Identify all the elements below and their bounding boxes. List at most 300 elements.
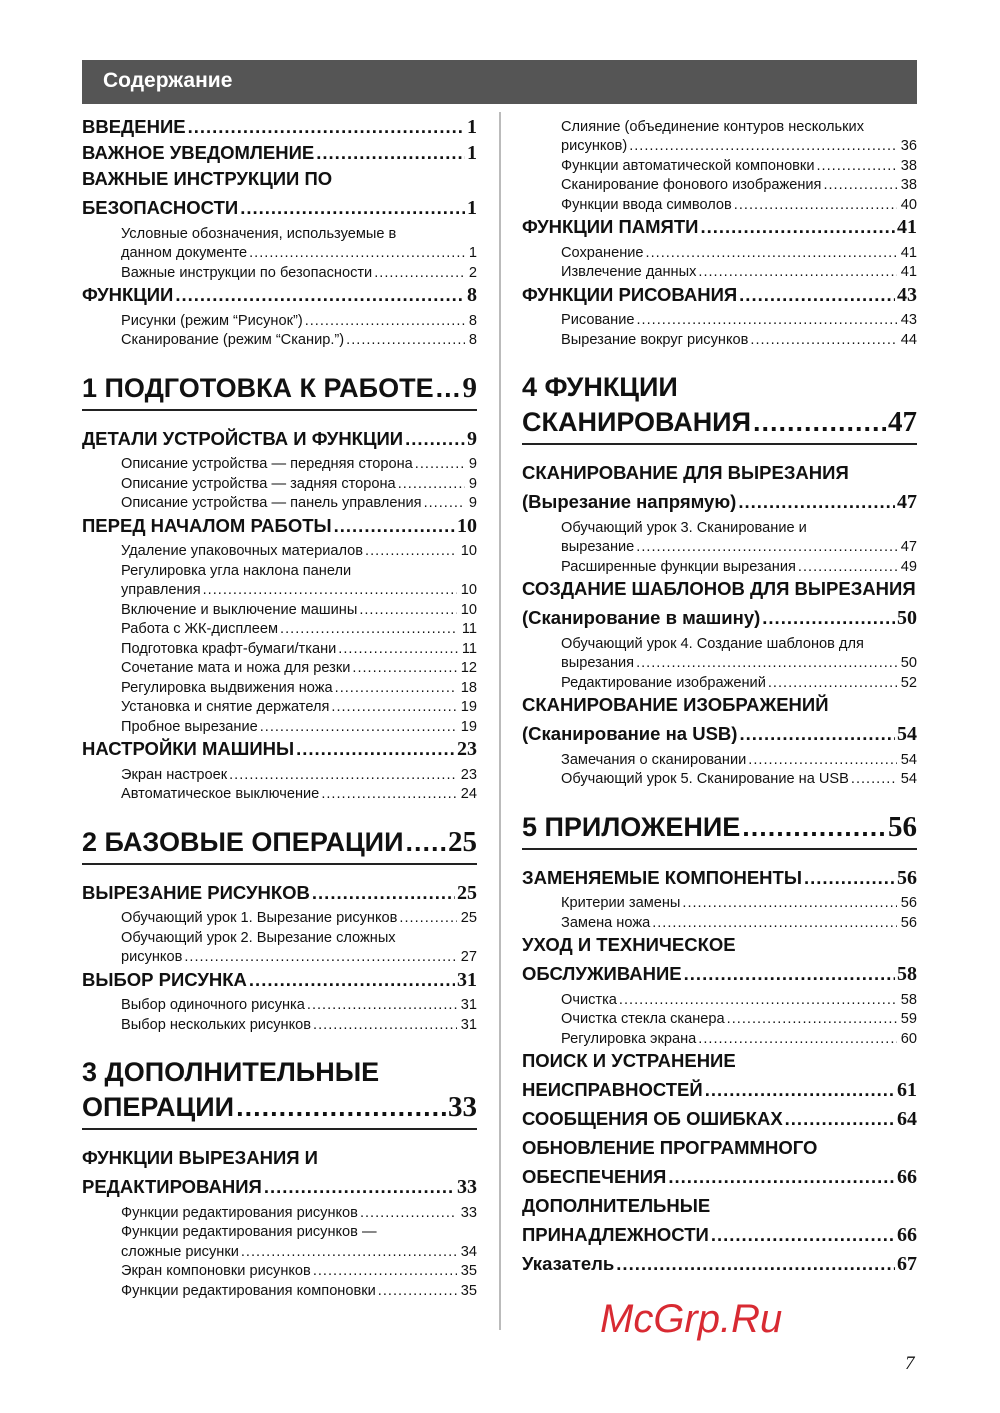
toc-subentry-line xyxy=(121,1204,477,1224)
toc-subentry-page: 27 xyxy=(460,949,477,965)
toc-section-line xyxy=(82,138,477,167)
toc-section[interactable] xyxy=(522,574,917,632)
dot-leader xyxy=(240,193,465,222)
toc-section-page: 33 xyxy=(457,1176,477,1198)
toc-subentry-line xyxy=(561,538,917,558)
toc-section[interactable] xyxy=(522,1046,917,1104)
column-divider xyxy=(499,112,501,1330)
toc-subentry-text: Удаление упаковочных материалов xyxy=(121,543,364,559)
dot-leader xyxy=(785,1104,895,1133)
toc-subentry-line xyxy=(121,1243,477,1263)
toc-section[interactable] xyxy=(82,878,477,907)
toc-chapter-page: 33 xyxy=(448,1091,477,1123)
toc-subentry[interactable] xyxy=(121,475,477,495)
toc-subentry[interactable] xyxy=(561,1010,917,1030)
dot-leader xyxy=(762,603,895,632)
toc-subentry-page: 54 xyxy=(900,771,917,787)
dot-leader xyxy=(636,654,897,674)
toc-subentry-line xyxy=(121,455,477,475)
toc-chapter-line xyxy=(82,371,477,406)
toc-section[interactable] xyxy=(522,280,917,309)
toc-section-line xyxy=(82,112,477,141)
toc-subentry-page: 10 xyxy=(460,543,477,559)
toc-subentry-line xyxy=(121,312,477,332)
toc-section[interactable] xyxy=(522,1191,917,1249)
toc-section[interactable] xyxy=(82,1143,477,1201)
toc-subentry[interactable] xyxy=(561,770,917,790)
toc-section-line xyxy=(522,1220,917,1249)
toc-section-text: ОБНОВЛЕНИЕ ПРОГРАММНОГО xyxy=(522,1137,818,1158)
toc-subentry-text: Экран компоновки рисунков xyxy=(121,1263,311,1279)
toc-subentry-page: 23 xyxy=(460,766,477,783)
page-number: 7 xyxy=(905,1353,915,1374)
toc-subentry-page: 60 xyxy=(900,1030,917,1047)
toc-subentry[interactable] xyxy=(121,620,477,640)
dot-leader xyxy=(405,825,446,860)
toc-subentry-line xyxy=(561,1010,917,1030)
toc-subentry-text: Слияние (объединение контуров нескольких xyxy=(561,118,864,135)
toc-section-page: 1 xyxy=(467,142,477,164)
toc-section-line xyxy=(522,1104,917,1133)
toc-subentry[interactable] xyxy=(561,157,917,177)
toc-chapter-line xyxy=(82,1055,477,1090)
toc-subentry[interactable] xyxy=(121,996,477,1016)
toc-chapter-text: СКАНИРОВАНИЯ xyxy=(522,407,751,437)
toc-subentry-page: 19 xyxy=(460,699,477,715)
toc-section-page: 50 xyxy=(897,607,917,629)
toc-section-line xyxy=(522,487,917,516)
dot-leader xyxy=(313,1262,457,1282)
toc-subentry-text: Критерии замены xyxy=(561,895,681,911)
toc-subentry-page: 56 xyxy=(900,895,917,911)
toc-subsection-group xyxy=(522,635,917,694)
toc-subentry-page: 2 xyxy=(468,264,477,281)
toc-section[interactable] xyxy=(82,138,477,167)
toc-section-line xyxy=(522,212,917,241)
toc-left-column xyxy=(82,112,477,1301)
toc-section-text: СОЗДАНИЕ ШАБЛОНОВ ДЛЯ ВЫРЕЗАНИЯ xyxy=(522,578,916,599)
toc-subentry[interactable] xyxy=(121,1262,477,1282)
toc-subsection-group xyxy=(522,118,917,216)
toc-subentry-page: 8 xyxy=(468,312,477,329)
dot-leader xyxy=(668,1162,895,1191)
toc-subsection-group xyxy=(82,909,477,968)
toc-subentry-line xyxy=(121,331,477,351)
toc-subentry[interactable] xyxy=(121,659,477,679)
toc-section-text: (Вырезание напрямую) xyxy=(522,491,737,512)
toc-section-text: ФУНКЦИИ ВЫРЕЗАНИЯ И xyxy=(82,1147,318,1168)
toc-section-page: 67 xyxy=(897,1253,917,1275)
toc-section-line xyxy=(522,959,917,988)
toc-chapter[interactable] xyxy=(82,1055,477,1130)
toc-subentry-page: 54 xyxy=(900,751,917,768)
toc-subentry[interactable] xyxy=(561,244,917,264)
toc-subentry-line xyxy=(121,679,477,699)
toc-section[interactable] xyxy=(82,280,477,309)
dot-leader xyxy=(816,157,896,177)
toc-subentry-page: 59 xyxy=(900,1011,917,1027)
dot-leader xyxy=(711,1220,895,1249)
toc-subentry-line xyxy=(121,601,477,621)
toc-subentry-text: Автоматическое выключение xyxy=(121,786,320,802)
toc-section-line xyxy=(522,1046,917,1075)
toc-subentry-text: Важные инструкции по безопасности xyxy=(121,264,373,281)
toc-subentry-page: 18 xyxy=(460,679,477,696)
toc-subentry-line xyxy=(561,176,917,196)
toc-subentry-page: 11 xyxy=(461,621,477,637)
toc-subentry-text: рисунков xyxy=(121,949,183,965)
toc-section-text: БЕЗОПАСНОСТИ xyxy=(82,197,239,218)
toc-subsection-group xyxy=(82,996,477,1035)
toc-section[interactable] xyxy=(82,112,477,141)
dot-leader xyxy=(436,371,461,406)
toc-subentry-text: Регулировка экрана xyxy=(561,1030,697,1047)
toc-subentry-page: 41 xyxy=(900,264,917,280)
toc-subentry-text: Пробное вырезание xyxy=(121,718,258,735)
toc-subentry-text: Описание устройства — панель управления xyxy=(121,495,422,511)
toc-subentry-page: 34 xyxy=(460,1243,477,1260)
toc-subentry-text: Обучающий урок 5. Сканирование на USB xyxy=(561,771,849,787)
toc-section-line xyxy=(82,280,477,309)
toc-subentry-text: Регулировка выдвижения ножа xyxy=(121,679,333,696)
toc-section-text: (Сканирование в машину) xyxy=(522,607,761,628)
toc-subentry-line xyxy=(121,620,477,640)
toc-chapter-page: 56 xyxy=(888,810,917,843)
toc-section-text: ФУНКЦИИ ПАМЯТИ xyxy=(522,216,699,237)
dot-leader xyxy=(331,698,456,718)
toc-subentry-page: 38 xyxy=(900,177,917,193)
toc-subsection-group xyxy=(522,244,917,283)
toc-section-line xyxy=(82,424,477,453)
toc-section[interactable] xyxy=(82,424,477,453)
toc-section[interactable] xyxy=(522,212,917,241)
toc-subsection-group xyxy=(522,519,917,578)
toc-subentry[interactable] xyxy=(121,1282,477,1302)
toc-subentry-line xyxy=(121,659,477,679)
toc-subentry[interactable] xyxy=(121,766,477,786)
dot-leader xyxy=(753,405,886,440)
dot-leader xyxy=(264,1172,455,1201)
toc-section-line xyxy=(522,458,917,487)
toc-chapter-text: 1 ПОДГОТОВКА К РАБОТЕ xyxy=(82,372,434,403)
toc-subentry[interactable] xyxy=(121,909,477,929)
toc-subentry[interactable] xyxy=(561,331,917,351)
toc-subsection-group xyxy=(522,894,917,933)
dot-leader xyxy=(296,734,455,763)
dot-leader xyxy=(616,1249,895,1278)
dot-leader xyxy=(851,770,897,790)
toc-subentry[interactable] xyxy=(121,1223,477,1262)
toc-subentry-line xyxy=(121,244,477,264)
dot-leader xyxy=(739,280,895,309)
toc-section-text: ДЕТАЛИ УСТРОЙСТВА И ФУНКЦИИ xyxy=(82,427,404,449)
toc-section-page: 41 xyxy=(897,216,917,238)
toc-subsection-group xyxy=(82,225,477,284)
dot-leader xyxy=(335,679,457,699)
toc-section[interactable] xyxy=(522,930,917,988)
toc-subentry-text: Функции ввода символов xyxy=(561,196,732,213)
toc-subentry-text: Сканирование фонового изображения xyxy=(561,177,822,193)
toc-subentry[interactable] xyxy=(121,698,477,718)
toc-section-page: 9 xyxy=(467,427,477,450)
toc-chapter-text: 3 ДОПОЛНИТЕЛЬНЫЕ xyxy=(82,1057,380,1087)
dot-leader xyxy=(378,1282,457,1302)
dot-leader xyxy=(415,455,465,475)
toc-subentry[interactable] xyxy=(561,751,917,771)
toc-subentry[interactable] xyxy=(561,176,917,196)
toc-subsection-group xyxy=(82,312,477,351)
dot-leader xyxy=(249,244,465,264)
toc-subentry[interactable] xyxy=(121,679,477,699)
toc-subentry[interactable] xyxy=(121,929,477,968)
toc-subentry-line xyxy=(561,244,917,264)
toc-section[interactable] xyxy=(522,1104,917,1133)
dot-leader xyxy=(365,542,457,562)
toc-chapter[interactable] xyxy=(82,825,477,865)
toc-subentry-text: рисунков) xyxy=(561,138,628,154)
toc-subentry-text: Обучающий урок 1. Вырезание рисунков xyxy=(121,910,398,926)
toc-subentry-page: 10 xyxy=(460,582,477,598)
toc-subentry-page: 41 xyxy=(900,244,917,261)
toc-section-line xyxy=(522,574,917,603)
toc-subentry-page: 1 xyxy=(468,245,477,261)
dot-leader xyxy=(399,909,456,929)
toc-section-line xyxy=(522,719,917,748)
toc-section-text: УХОД И ТЕХНИЧЕСКОЕ xyxy=(522,934,736,955)
toc-section-text: СКАНИРОВАНИЕ ИЗОБРАЖЕНИЙ xyxy=(522,694,829,715)
toc-subentry-line xyxy=(121,996,477,1016)
toc-section-line xyxy=(82,164,477,193)
toc-subentry-text: Рисунки (режим “Рисунок”) xyxy=(121,312,303,329)
toc-subentry-page: 9 xyxy=(468,456,477,472)
toc-subentry-line xyxy=(561,331,917,351)
toc-section[interactable] xyxy=(522,690,917,748)
toc-subentry-text: Выбор одиночного рисунка xyxy=(121,997,305,1013)
toc-subentry-page: 43 xyxy=(900,312,917,328)
toc-subentry-page: 8 xyxy=(468,332,477,348)
toc-subsection-group xyxy=(522,311,917,350)
toc-section-line xyxy=(82,1143,477,1172)
toc-section-text: ВЫРЕЗАНИЕ РИСУНКОВ xyxy=(82,881,310,903)
toc-section-page: 1 xyxy=(467,197,477,219)
toc-subentry-line xyxy=(561,770,917,790)
toc-section-page: 66 xyxy=(897,1166,917,1188)
toc-section-line xyxy=(522,690,917,719)
toc-section-text: ВЫБОР РИСУНКА xyxy=(82,968,247,990)
toc-section-page: 58 xyxy=(897,963,917,985)
toc-right-column xyxy=(522,115,917,1278)
toc-subentry-text: Подготовка крафт-бумаги/ткани xyxy=(121,640,337,657)
toc-subentry-line xyxy=(121,698,477,718)
toc-subsection-group xyxy=(522,991,917,1050)
toc-subentry-line xyxy=(561,118,917,138)
toc-section-line xyxy=(522,1162,917,1191)
toc-section-text: СКАНИРОВАНИЕ ДЛЯ ВЫРЕЗАНИЯ xyxy=(522,462,849,483)
toc-subentry-page: 44 xyxy=(900,331,917,348)
toc-section-page: 64 xyxy=(897,1108,917,1130)
toc-section[interactable] xyxy=(82,965,477,994)
toc-subentry-page: 25 xyxy=(460,910,477,926)
toc-subentry-text: Выбор нескольких рисунков xyxy=(121,1016,312,1033)
toc-subentry[interactable] xyxy=(561,118,917,157)
toc-chapter-page: 25 xyxy=(448,825,477,858)
toc-section-page: 66 xyxy=(897,1224,917,1246)
toc-subsection-group xyxy=(82,542,477,737)
toc-subentry-page: 9 xyxy=(468,495,477,511)
toc-subentry-text: управления xyxy=(121,582,201,598)
contents-title: Содержание xyxy=(103,69,233,92)
watermark: McGrp.Ru xyxy=(600,1297,783,1341)
toc-section[interactable] xyxy=(522,863,917,892)
toc-section-text: ФУНКЦИИ РИСОВАНИЯ xyxy=(522,283,738,305)
toc-subentry-page: 31 xyxy=(460,997,477,1013)
toc-subentry[interactable] xyxy=(561,894,917,914)
toc-subentry-page: 52 xyxy=(900,674,917,691)
dot-leader xyxy=(352,659,456,679)
toc-subentry-line xyxy=(561,137,917,157)
toc-subentry-page: 40 xyxy=(900,196,917,213)
toc-subentry-text: вырезание xyxy=(561,539,635,555)
toc-subentry-page: 10 xyxy=(460,601,477,618)
toc-section[interactable] xyxy=(522,1133,917,1191)
toc-subentry-text: Экран настроек xyxy=(121,766,228,783)
dot-leader xyxy=(823,176,896,196)
toc-subentry[interactable] xyxy=(561,311,917,331)
toc-chapter[interactable] xyxy=(82,371,477,411)
toc-section-page: 56 xyxy=(897,866,917,889)
toc-section-text: ОБЕСПЕЧЕНИЯ xyxy=(522,1166,667,1187)
dot-leader xyxy=(316,138,465,167)
toc-subentry[interactable] xyxy=(121,542,477,562)
toc-subentry-text: Сканирование (режим “Сканир.”) xyxy=(121,332,345,348)
toc-section[interactable] xyxy=(82,511,477,540)
dot-leader xyxy=(705,1075,895,1104)
toc-section[interactable] xyxy=(82,164,477,222)
dot-leader xyxy=(727,1010,897,1030)
toc-subentry-line xyxy=(121,766,477,786)
toc-section-text: ОБСЛУЖИВАНИЕ xyxy=(522,963,682,984)
toc-subentry-text: Сохранение xyxy=(561,244,644,261)
toc-section-text: НЕИСПРАВНОСТЕЙ xyxy=(522,1079,703,1100)
toc-subentry-text: Включение и выключение машины xyxy=(121,601,358,618)
toc-subentry-line xyxy=(561,635,917,655)
toc-subentry-page: 11 xyxy=(461,640,477,657)
toc-subentry[interactable] xyxy=(121,562,477,601)
toc-section-line xyxy=(522,1249,917,1278)
toc-chapter-text: 4 ФУНКЦИИ xyxy=(522,372,678,402)
toc-subentry-line xyxy=(121,1223,477,1243)
toc-subentry[interactable] xyxy=(121,1204,477,1224)
dot-leader xyxy=(188,112,465,141)
toc-subentry[interactable] xyxy=(121,455,477,475)
toc-subentry-line xyxy=(561,157,917,177)
toc-subentry-page: 35 xyxy=(460,1263,477,1279)
toc-section-page: 8 xyxy=(467,284,477,306)
dot-leader xyxy=(738,487,895,516)
toc-subentry-page: 35 xyxy=(460,1282,477,1299)
toc-section-text: Указатель xyxy=(522,1253,615,1274)
dot-leader xyxy=(236,1090,446,1125)
toc-subentry-page: 58 xyxy=(900,991,917,1008)
toc-subentry-text: Расширенные функции вырезания xyxy=(561,558,796,575)
toc-chapter-line xyxy=(522,370,917,405)
toc-section-line xyxy=(522,930,917,959)
toc-section-page: 1 xyxy=(467,116,477,138)
toc-subsection-group xyxy=(522,751,917,790)
toc-subentry-line xyxy=(121,562,477,582)
toc-subentry-text: вырезания xyxy=(561,655,635,671)
toc-section-line xyxy=(82,1172,477,1201)
dot-leader xyxy=(305,312,465,332)
toc-subentry[interactable] xyxy=(561,519,917,558)
toc-subentry-text: данном документе xyxy=(121,245,248,261)
toc-subentry-page: 33 xyxy=(460,1204,477,1221)
toc-subsection-group xyxy=(82,455,477,514)
dot-leader xyxy=(748,751,896,771)
toc-subentry-text: Обучающий урок 2. Вырезание сложных xyxy=(121,929,396,946)
toc-subentry-text: Замечания о сканировании xyxy=(561,751,747,768)
toc-subentry-text: Условные обозначения, используемые в xyxy=(121,225,397,242)
toc-subentry[interactable] xyxy=(121,331,477,351)
toc-section-text: НАСТРОЙКИ МАШИНЫ xyxy=(82,738,295,759)
toc-subentry-line xyxy=(561,311,917,331)
toc-section-page: 43 xyxy=(897,283,917,306)
toc-subentry-text: Установка и снятие держателя xyxy=(121,699,330,715)
toc-subentry-line xyxy=(561,519,917,539)
toc-section-page: 23 xyxy=(457,738,477,760)
dot-leader xyxy=(321,785,456,805)
toc-subentry[interactable] xyxy=(121,1016,477,1036)
toc-subentry-line xyxy=(121,909,477,929)
dot-leader xyxy=(398,475,465,495)
dot-leader xyxy=(280,620,458,640)
toc-subentry[interactable] xyxy=(121,312,477,332)
toc-chapter[interactable] xyxy=(522,370,917,445)
toc-subentry[interactable] xyxy=(561,635,917,674)
toc-subentry-page: 50 xyxy=(900,655,917,671)
dot-leader xyxy=(313,1016,457,1036)
toc-subentry-text: Функции редактирования рисунков xyxy=(121,1204,358,1221)
toc-section[interactable] xyxy=(82,734,477,763)
dot-leader xyxy=(359,601,456,621)
toc-subentry-text: Описание устройства — задняя сторона xyxy=(121,475,396,492)
dot-leader xyxy=(646,244,897,264)
dot-leader xyxy=(334,511,455,540)
toc-chapter[interactable] xyxy=(522,810,917,850)
dot-leader xyxy=(629,137,897,157)
toc-subentry-line xyxy=(121,225,477,245)
toc-subentry[interactable] xyxy=(121,601,477,621)
toc-section-line xyxy=(522,863,917,892)
toc-subentry[interactable] xyxy=(121,785,477,805)
toc-chapter-text: 5 ПРИЛОЖЕНИЕ xyxy=(522,811,741,842)
toc-section-line xyxy=(522,280,917,309)
dot-leader xyxy=(742,810,886,845)
toc-subentry[interactable] xyxy=(561,991,917,1011)
toc-section-text: ЗАМЕНЯЕМЫЕ КОМПОНЕНТЫ xyxy=(522,866,802,888)
toc-subentry[interactable] xyxy=(121,640,477,660)
toc-subentry-text: Рисование xyxy=(561,312,635,328)
toc-section-line xyxy=(82,193,477,222)
toc-section[interactable] xyxy=(522,1249,917,1278)
dot-leader xyxy=(637,311,897,331)
toc-subentry-line xyxy=(121,1282,477,1302)
toc-section-page: 54 xyxy=(897,723,917,745)
toc-section[interactable] xyxy=(522,458,917,516)
toc-subentry-line xyxy=(561,894,917,914)
toc-subentry[interactable] xyxy=(121,225,477,264)
toc-subentry-line xyxy=(561,654,917,674)
